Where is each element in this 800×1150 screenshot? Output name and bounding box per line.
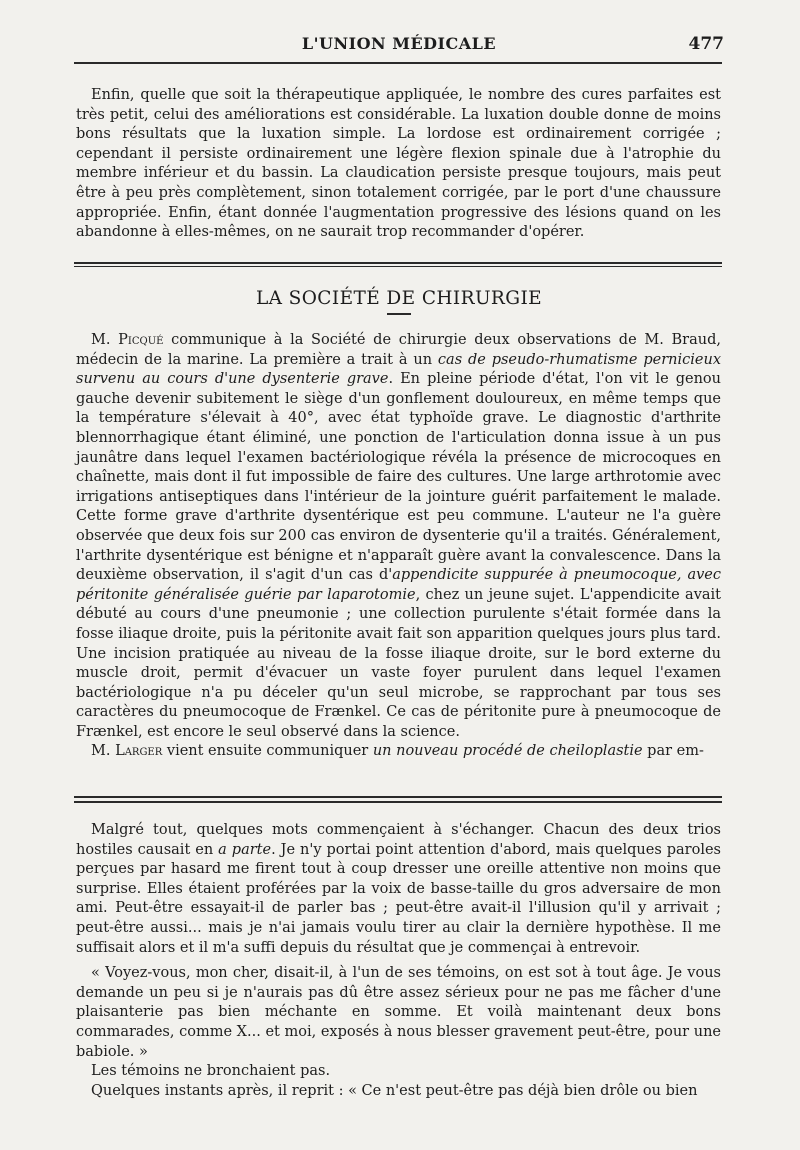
- continuation-text: [76, 86, 721, 243]
- text-run: vient ensuite communiquer: [162, 743, 373, 760]
- paragraph: [76, 821, 721, 958]
- paragraph: [76, 331, 721, 742]
- paragraph: Les témoins ne bronchaient pas.: [91, 1063, 331, 1080]
- paragraph: « Voyez-vous, mon cher, disait-il, à l'un de ses témoins, on est sot à tout âge. Je vous demande un peu si je n'aurais pas dû être assez sérieux pour ne pas me fâcher d'une plaisanterie pas bien méchante en somme. Et voilà maintenant deux bons commarades, comme X... et moi, exposés à nous blesser gravement peut-être, pour une babiole. »: [76, 965, 721, 1060]
- case-title: appendicite suppurée à pneumocoque, avec péritonite généralisée guérie par laparotomie: [76, 567, 721, 603]
- feuilleton-rule-top: [74, 796, 722, 798]
- section-heading: LA SOCIÉTÉ DE CHIRURGIE: [255, 288, 543, 309]
- author-name: M. Picqué: [91, 332, 164, 348]
- text-run: par em-: [642, 743, 704, 760]
- header-rule: [74, 62, 722, 64]
- society-report: [76, 331, 721, 762]
- italic-phrase: a parte: [218, 841, 272, 858]
- feuilleton-text: [76, 821, 721, 1101]
- heading-dash: [387, 313, 411, 315]
- text-run: Malgré tout, quelques mots commençaient à s'échanger. Chacun des deux trios hostiles causait en: [76, 822, 721, 858]
- case-title: cas de pseudo-rhumatisme pernicieux survenu au cours d'une dysenterie grave: [76, 351, 721, 388]
- text-run: . Je n'y portai point attention d'abord, mais quelques paroles perçues par hasard me firent tout à coup dresser une oreille attentive non moins que surprise. Elles étaient proférées par la voix de basse-taille du gros adversaire de mon ami. Peut-être essayait-il de parler bas ; peut-être avait-il l'illusion qu'il y arrivait ; peut-être aussi... mais je n'ai jamais voulu tirer au clair la dernière hypothèse. Il me suffisait alors et il m'a suffi depuis du résultat que je commençai à entrevoir.: [76, 841, 721, 956]
- journal-title: L'UNION MÉDICALE: [301, 34, 497, 53]
- paragraph: [76, 742, 721, 762]
- procedure-title: un nouveau procédé de cheiloplastie: [372, 743, 643, 760]
- text-run: communique à la Société de chirurgie deux observations de M. Braud, médecin de la marine. La première a trait à un: [76, 332, 721, 368]
- section-rule-top: [74, 262, 722, 264]
- section-rule-bottom: [74, 266, 722, 267]
- text-run: . En pleine période d'état, l'on vit le genou gauche devenir subitement le siège d'un gonflement douloureux, en même temps que la température s'élevait à 40°, avec état typhoïde grave. Le diagnostic d'arthrite blennorrhagique étant éliminé, une ponction de l'articulation donna issue à un pus jaunâtre dans lequel l'examen bactériologique révéla la présence de microcoques en chaînette, mais dont il fut impossible de faire des cultures. Une large arthrotomie avec irrigations antiseptiques dans l'intérieur de la jointure guérit parfaitement le malade. Cette forme grave d'arthrite dysentérique est peu commune. L'auteur ne l'a guère observée que deux fois sur 200 cas environ de dysenterie qu'il a traités. Généralement, l'arthrite dysentérique est bénigne et n'apparaît guère avant la convalescence. Dans la deuxième observation, il s'agit d'un cas d': [76, 371, 721, 584]
- running-header: [74, 30, 724, 60]
- feuilleton-rule-bottom: [74, 801, 722, 803]
- paragraph: Quelques instants après, il reprit : « Ce n'est peut-être pas déjà bien drôle ou bien: [91, 1082, 698, 1099]
- text-run: , chez un jeune sujet. L'appendicite avait débuté au cours d'une pneumonie ; une collection purulente s'était formée dans la fosse iliaque droite, puis la péritonite avait fait son apparition quelques jours plus tard. Une incision pratiquée au niveau de la fosse iliaque droite, sur le bord externe du muscle droit, permit d'évacuer un vaste foyer purulent dans lequel l'examen bactériologique n'a pu déceler qu'un seul microbe, se rapprochant par tous ses caractères du pneumocoque de Frænkel. Ce cas de péritonite pure à pneumocoque de Frænkel, est encore le seul observé dans la science.: [76, 586, 721, 740]
- page-number: 477: [688, 34, 724, 54]
- author-name: M. Larger: [91, 743, 163, 760]
- paragraph: Enfin, quelle que soit la thérapeutique appliquée, le nombre des cures parfaites est très petit, celui des améliorations est considérable. La luxation double donne de moins bons résultats que la luxation simple. La lordose est ordinairement corrigée ; cependant il persiste ordinairement une légère flexion spinale due à l'atrophie du membre inférieur et du bassin. La claudication persiste presque toujours, mais peut être à peu près complètement, sinon totalement corrigée, par le port d'une chaussure appropriée. Enfin, étant donnée l'augmentation progressive des lésions quand on les abandonne à elles-mêmes, on ne saurait trop recommander d'opérer.: [76, 87, 721, 241]
